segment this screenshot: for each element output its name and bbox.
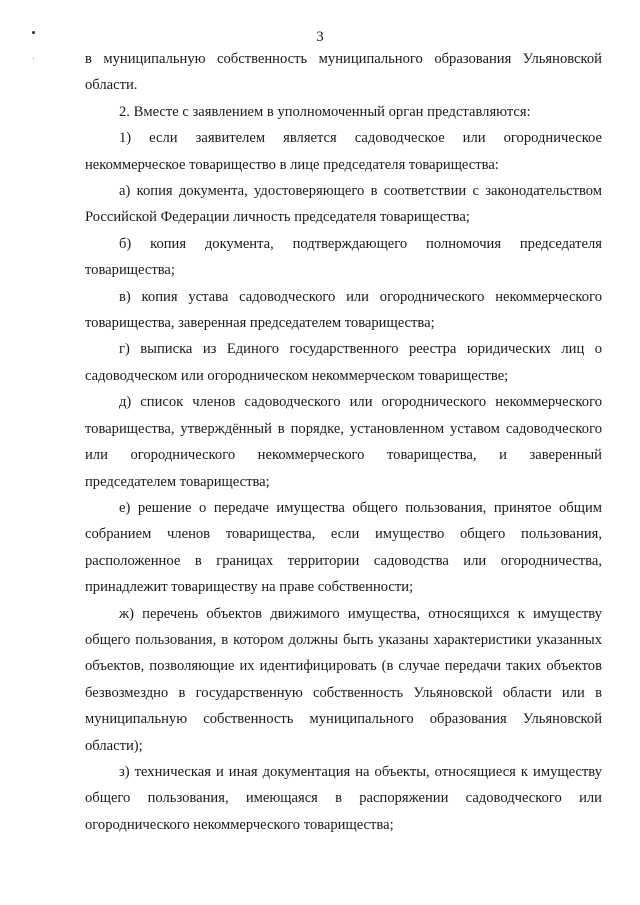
paragraph-letter-e: е) решение о передаче имущества общего пользования, принятое общим собранием членов товарищества, если имущество общего пользования, расположенное в границах территории садоводства или огородничества, принадлежит товариществу на праве собственности;	[85, 499, 602, 596]
paragraph-letter-a: а) копия документа, удостоверяющего в соответствии с законодательством Российской Федерации личность председателя товарищества;	[85, 183, 602, 226]
paragraph-letter-v: в) копия устава садоводческого или огороднического некоммерческого товарищества, заверенная председателем товарищества;	[85, 288, 602, 332]
paragraph-letter-zh: ж) перечень объектов движимого имущества, относящихся к имуществу общего пользования, в котором должны быть указаны характеристики указанных объектов, позволяющие их идентифицировать (в случае передачи таких объектов безвозмездно в государственную собственность Ульяновской области или в муниципальную собственность муниципального образования Ульяновской области);	[85, 605, 602, 754]
document-body	[85, 46, 602, 838]
paragraph-letter-d: д) список членов садоводческого или огороднического некоммерческого товарищества, утверждённый в порядке, установленном уставом садоводческого или огороднического некоммерческого товарищества, и заверенный председателем товарищества;	[85, 394, 602, 490]
paragraph-letter-g: г) выписка из Единого государственного реестра юридических лиц о садоводческом или огородническом некоммерческом товариществе;	[85, 341, 602, 384]
page-number: 3	[316, 29, 324, 45]
paragraph-letter-z: з) техническая и иная документация на объекты, относящиеся к имуществу общего пользования, имеющаяся в распоряжении садоводческого или огороднического некоммерческого товарищества;	[85, 763, 602, 833]
paragraph-item-2: 2. Вместе с заявлением в уполномоченный орган представляются:	[119, 103, 531, 120]
paragraph-subitem-1: 1) если заявителем является садоводческое или огородническое некоммерческое товарищество в лице председателя товарищества:	[85, 130, 602, 173]
paragraph-letter-b: б) копия документа, подтверждающего полномочия председателя товарищества;	[85, 235, 602, 279]
scan-artifact-dot	[33, 58, 34, 59]
paragraph-continuation: в муниципальную собственность муниципального образования Ульяновской области.	[85, 51, 602, 94]
